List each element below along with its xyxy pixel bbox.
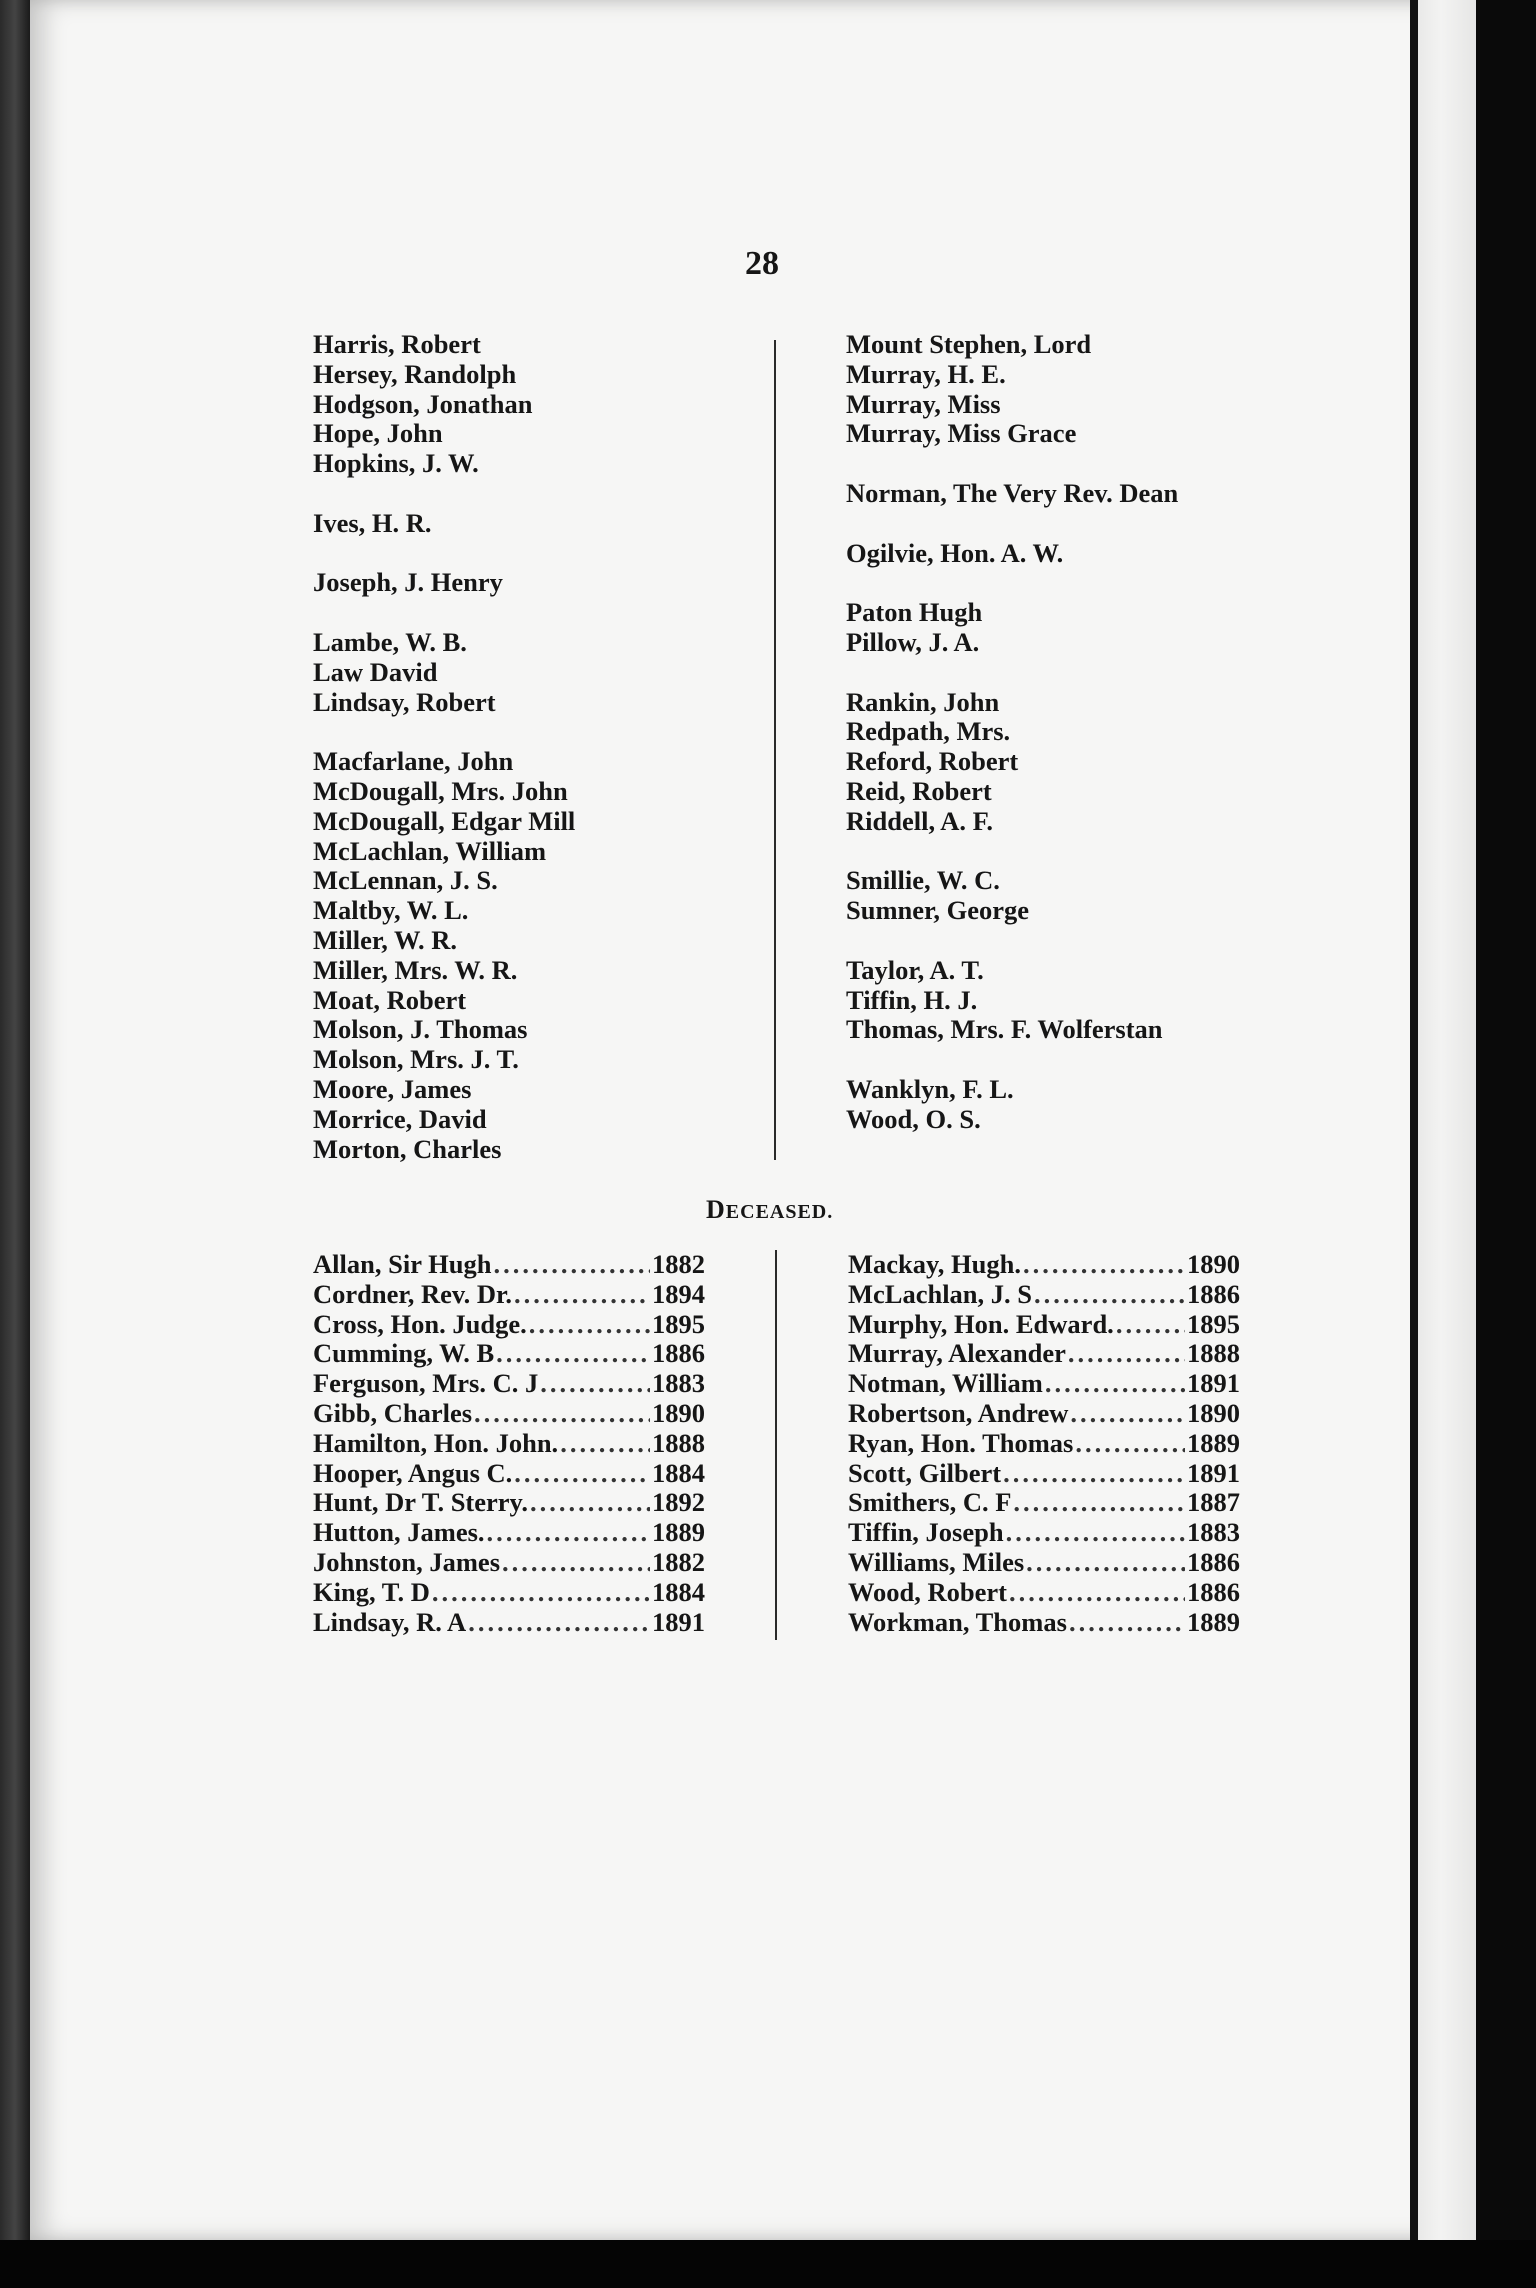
member-name: Moore, James	[313, 1073, 472, 1104]
deceased-entry	[848, 1399, 1240, 1429]
spacer	[846, 568, 1178, 598]
deceased-entry	[848, 1459, 1240, 1489]
dot-leader	[1034, 1280, 1185, 1310]
deceased-entry	[848, 1339, 1240, 1369]
dot-leader	[496, 1339, 650, 1369]
book-binding	[0, 0, 30, 2240]
deceased-name: Ferguson, Mrs. C. J	[313, 1368, 539, 1399]
spacer	[846, 837, 1178, 867]
deceased-year: 1889	[652, 1517, 705, 1548]
deceased-year: 1895	[1187, 1308, 1240, 1339]
dot-leader	[529, 1310, 650, 1340]
deceased-entry	[313, 1280, 705, 1310]
members-left-column	[313, 330, 575, 1164]
deceased-entry	[848, 1548, 1240, 1578]
dot-leader	[530, 1488, 650, 1518]
deceased-name: Workman, Thomas	[848, 1606, 1067, 1637]
member-name: Miller, Mrs. W. R.	[313, 954, 518, 985]
page-edge	[1410, 0, 1476, 2240]
deceased-name: Allan, Sir Hugh	[313, 1249, 492, 1279]
spacer	[313, 479, 575, 509]
deceased-entry	[313, 1578, 705, 1608]
dot-leader	[1045, 1369, 1185, 1399]
member-name: McDougall, Mrs. John	[313, 775, 568, 806]
deceased-entry	[848, 1578, 1240, 1608]
member-name: Thomas, Mrs. F. Wolferstan	[846, 1014, 1163, 1045]
deceased-name: Ryan, Hon. Thomas	[848, 1427, 1074, 1458]
member-name: Hopkins, J. W.	[313, 448, 479, 479]
dot-leader	[468, 1608, 650, 1638]
deceased-year: 1892	[652, 1487, 705, 1518]
member-name: Macfarlane, John	[313, 746, 514, 777]
member-name: Wanklyn, F. L.	[846, 1073, 1014, 1104]
deceased-year: 1884	[652, 1576, 705, 1607]
deceased-name: Hunt, Dr T. Sterry.	[313, 1487, 528, 1518]
deceased-year: 1891	[1187, 1368, 1240, 1399]
deceased-name: Murphy, Hon. Edward.	[848, 1308, 1114, 1339]
dot-leader	[432, 1578, 650, 1608]
members-right-column	[846, 330, 1178, 1135]
dot-leader	[1068, 1339, 1185, 1369]
deceased-name: Smithers, C. F	[848, 1487, 1012, 1518]
deceased-name: Scott, Gilbert	[848, 1457, 1002, 1488]
member-name: Ives, H. R.	[313, 507, 432, 538]
deceased-entry	[313, 1369, 705, 1399]
dot-leader	[1070, 1399, 1185, 1429]
deceased-name: Cross, Hon. Judge.	[313, 1308, 527, 1339]
deceased-name: Lindsay, R. A	[313, 1606, 467, 1637]
deceased-name: Murray, Alexander	[848, 1338, 1066, 1369]
member-name: Norman, The Very Rev. Dean	[846, 477, 1179, 508]
dot-leader	[1075, 1429, 1185, 1459]
deceased-name: Gibb, Charles	[313, 1397, 473, 1428]
dot-leader	[1023, 1250, 1185, 1280]
deceased-name: Hamilton, Hon. John.	[313, 1427, 559, 1458]
deceased-entry	[313, 1429, 705, 1459]
member-name: McLennan, J. S.	[313, 865, 498, 896]
deceased-name: McLachlan, J. S	[848, 1278, 1033, 1309]
dot-leader	[540, 1369, 650, 1399]
member-name: Maltby, W. L.	[313, 895, 469, 926]
deceased-heading: DECEASED.	[706, 1195, 834, 1224]
deceased-entry	[313, 1310, 705, 1340]
member-name: McDougall, Edgar Mill	[313, 805, 576, 836]
deceased-year: 1890	[1187, 1249, 1240, 1279]
spacer	[846, 926, 1178, 956]
deceased-year: 1883	[652, 1368, 705, 1399]
deceased-name: Robertson, Andrew	[848, 1397, 1069, 1428]
deceased-entry	[848, 1310, 1240, 1340]
member-name: Law David	[313, 656, 438, 687]
member-name: Pillow, J. A.	[846, 626, 980, 657]
deceased-name: Tiffin, Joseph	[848, 1517, 1004, 1548]
member-name: Miller, W. R.	[313, 924, 458, 955]
member-name: Morton, Charles	[313, 1133, 502, 1164]
spacer	[846, 1045, 1178, 1075]
member-name: Murray, H. E.	[846, 358, 1006, 389]
member-name: Reid, Robert	[846, 775, 992, 806]
deceased-year: 1891	[1187, 1457, 1240, 1488]
member-name: Murray, Miss Grace	[846, 418, 1077, 449]
deceased-name: Williams, Miles	[848, 1546, 1025, 1577]
deceased-name: Cordner, Rev. Dr.	[313, 1278, 512, 1309]
dot-leader	[1116, 1310, 1185, 1340]
deceased-entry	[313, 1459, 705, 1489]
dot-leader	[1026, 1548, 1185, 1578]
dot-leader	[487, 1518, 650, 1548]
spacer	[313, 539, 575, 569]
deceased-year: 1886	[1187, 1546, 1240, 1577]
deceased-name: Hutton, James.	[313, 1517, 485, 1548]
deceased-entry	[313, 1488, 705, 1518]
member-name: Sumner, George	[846, 895, 1030, 926]
dot-leader	[493, 1250, 650, 1280]
deceased-entry	[848, 1369, 1240, 1399]
deceased-entry	[848, 1429, 1240, 1459]
member-name: Smillie, W. C.	[846, 865, 1000, 896]
member-name: Moat, Robert	[313, 984, 467, 1015]
scan-border	[0, 2240, 1536, 2288]
member-name: Paton Hugh	[846, 597, 983, 628]
deceased-entry	[313, 1250, 705, 1280]
dot-leader	[560, 1429, 650, 1459]
member-name: Rankin, John	[846, 686, 1000, 717]
deceased-name: Hooper, Angus C.	[313, 1457, 513, 1488]
member-name: Wood, O. S.	[846, 1103, 981, 1134]
deceased-year: 1895	[652, 1308, 705, 1339]
spacer	[313, 717, 575, 747]
dot-leader	[1003, 1459, 1185, 1489]
deceased-entry	[848, 1518, 1240, 1548]
spacer	[313, 598, 575, 628]
deceased-year: 1886	[1187, 1278, 1240, 1309]
deceased-year: 1894	[652, 1278, 705, 1309]
member-name: Lindsay, Robert	[313, 686, 496, 717]
member-name: McLachlan, William	[313, 835, 547, 866]
member-name: Harris, Robert	[313, 329, 481, 359]
column-divider	[774, 340, 776, 1160]
member-name: Molson, J. Thomas	[313, 1014, 528, 1045]
dot-leader	[514, 1280, 650, 1310]
deceased-year: 1889	[1187, 1427, 1240, 1458]
deceased-entry	[313, 1608, 705, 1638]
spacer	[846, 509, 1178, 539]
member-name: Hersey, Randolph	[313, 358, 517, 389]
member-name: Tiffin, H. J.	[846, 984, 978, 1015]
deceased-name: Mackay, Hugh.	[848, 1249, 1022, 1279]
dot-leader	[1006, 1518, 1185, 1548]
deceased-year: 1886	[1187, 1576, 1240, 1607]
member-name: Ogilvie, Hon. A. W.	[846, 537, 1064, 568]
deceased-name: Johnston, James	[313, 1546, 501, 1577]
deceased-column-divider	[775, 1250, 777, 1640]
deceased-right-column	[848, 1250, 1240, 1637]
deceased-entry	[848, 1250, 1240, 1280]
deceased-year: 1886	[652, 1338, 705, 1369]
deceased-year: 1889	[1187, 1606, 1240, 1637]
deceased-entry	[313, 1548, 705, 1578]
member-name: Joseph, J. Henry	[313, 567, 503, 598]
deceased-entry	[313, 1399, 705, 1429]
deceased-left-column	[313, 1250, 705, 1637]
deceased-year: 1891	[652, 1606, 705, 1637]
deceased-year: 1890	[1187, 1397, 1240, 1428]
member-name: Riddell, A. F.	[846, 805, 994, 836]
dot-leader	[1009, 1578, 1185, 1608]
member-name: Reford, Robert	[846, 746, 1019, 777]
deceased-year: 1887	[1187, 1487, 1240, 1518]
deceased-name: Wood, Robert	[848, 1576, 1007, 1607]
member-name: Molson, Mrs. J. T.	[313, 1044, 519, 1075]
book-page	[30, 0, 1476, 2240]
member-name: Morrice, David	[313, 1103, 487, 1134]
spacer	[846, 658, 1178, 688]
member-name: Redpath, Mrs.	[846, 716, 1011, 747]
dot-leader	[1069, 1608, 1185, 1638]
deceased-year: 1883	[1187, 1517, 1240, 1548]
deceased-entry	[313, 1518, 705, 1548]
member-name: Lambe, W. B.	[313, 626, 467, 657]
spacer	[846, 449, 1178, 479]
deceased-year: 1882	[652, 1249, 705, 1279]
page-number: 28	[745, 245, 779, 282]
member-name: Hope, John	[313, 418, 443, 449]
deceased-name: King, T. D	[313, 1576, 430, 1607]
member-name: Taylor, A. T.	[846, 954, 984, 985]
deceased-entry	[848, 1608, 1240, 1638]
deceased-entry	[313, 1339, 705, 1369]
member-name: Hodgson, Jonathan	[313, 388, 533, 419]
dot-leader	[474, 1399, 650, 1429]
deceased-name: Notman, William	[848, 1368, 1043, 1399]
deceased-entry	[848, 1280, 1240, 1310]
deceased-year: 1882	[652, 1546, 705, 1577]
member-name: Murray, Miss	[846, 388, 1001, 419]
deceased-year: 1884	[652, 1457, 705, 1488]
deceased-entry	[848, 1488, 1240, 1518]
member-name: Mount Stephen, Lord	[846, 329, 1092, 359]
deceased-year: 1888	[652, 1427, 705, 1458]
dot-leader	[1013, 1488, 1185, 1518]
dot-leader	[514, 1459, 650, 1489]
deceased-year: 1890	[652, 1397, 705, 1428]
deceased-year: 1888	[1187, 1338, 1240, 1369]
dot-leader	[502, 1548, 650, 1578]
deceased-name: Cumming, W. B	[313, 1338, 495, 1369]
